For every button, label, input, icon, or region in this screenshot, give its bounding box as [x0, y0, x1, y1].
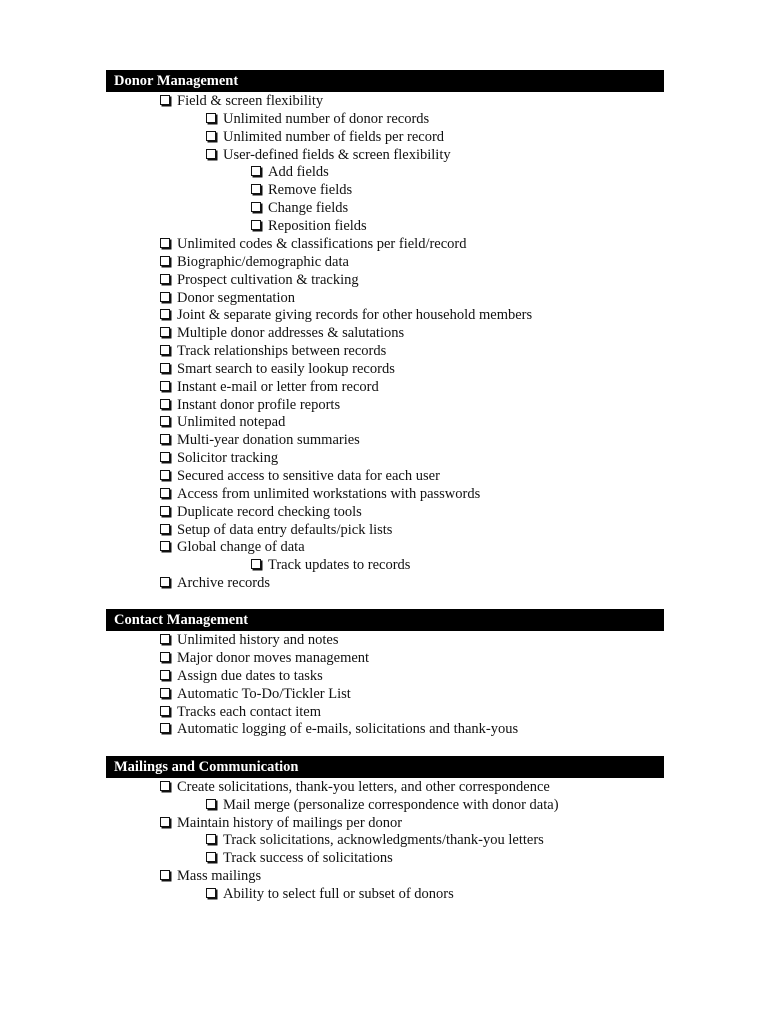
- checklist-item: Unlimited number of fields per record: [206, 128, 444, 146]
- checklist-item: Instant e-mail or letter from record: [160, 378, 379, 396]
- checkbox-icon: [160, 416, 170, 426]
- checklist-item: Remove fields: [251, 181, 352, 199]
- checkbox-icon: [160, 488, 170, 498]
- checklist-item: Tracks each contact item: [160, 703, 321, 721]
- checkbox-icon: [160, 634, 170, 644]
- checklist-item: User-defined fields & screen flexibility: [206, 146, 451, 164]
- checkbox-icon: [160, 688, 170, 698]
- checklist-item: Solicitor tracking: [160, 449, 278, 467]
- checkbox-icon: [160, 238, 170, 248]
- checklist-item: Access from unlimited workstations with passwords: [160, 485, 480, 503]
- checklist-item: Track success of solicitations: [206, 849, 393, 867]
- checkbox-icon: [251, 559, 261, 569]
- checkbox-icon: [160, 274, 170, 284]
- checklist-item: Mail merge (personalize correspondence with donor data): [206, 796, 559, 814]
- checkbox-icon: [160, 870, 170, 880]
- checklist-item: Automatic To-Do/Tickler List: [160, 685, 351, 703]
- checkbox-icon: [160, 327, 170, 337]
- checklist-item: Automatic logging of e-mails, solicitations and thank-yous: [160, 720, 518, 738]
- checklist-item: Maintain history of mailings per donor: [160, 814, 402, 832]
- checklist-item: Major donor moves management: [160, 649, 369, 667]
- checkbox-icon: [206, 131, 216, 141]
- checkbox-icon: [160, 470, 170, 480]
- checklist-item: Secured access to sensitive data for each user: [160, 467, 440, 485]
- checkbox-icon: [160, 363, 170, 373]
- checkbox-icon: [160, 706, 170, 716]
- checklist-item: Mass mailings: [160, 867, 261, 885]
- checkbox-icon: [160, 292, 170, 302]
- checkbox-icon: [160, 381, 170, 391]
- checkbox-icon: [206, 149, 216, 159]
- checklist-item: Biographic/demographic data: [160, 253, 349, 271]
- checkbox-icon: [206, 799, 216, 809]
- checkbox-icon: [160, 817, 170, 827]
- checklist-item: Unlimited history and notes: [160, 631, 339, 649]
- checklist-item: Unlimited number of donor records: [206, 110, 429, 128]
- checkbox-icon: [206, 113, 216, 123]
- checklist-item: Field & screen flexibility: [160, 92, 323, 110]
- checkbox-icon: [206, 834, 216, 844]
- checkbox-icon: [160, 723, 170, 733]
- checklist-item: Global change of data: [160, 538, 305, 556]
- checkbox-icon: [160, 345, 170, 355]
- checkbox-icon: [160, 670, 170, 680]
- section-header-mailings-communication: Mailings and Communication: [106, 756, 664, 778]
- checklist-item: Track updates to records: [251, 556, 410, 574]
- checklist-item: Unlimited codes & classifications per field/record: [160, 235, 467, 253]
- checkbox-icon: [251, 184, 261, 194]
- checklist-item: Create solicitations, thank-you letters, and other correspondence: [160, 778, 550, 796]
- checkbox-icon: [160, 506, 170, 516]
- checkbox-icon: [160, 309, 170, 319]
- checkbox-icon: [160, 781, 170, 791]
- checklist-item: Setup of data entry defaults/pick lists: [160, 521, 392, 539]
- checkbox-icon: [160, 652, 170, 662]
- checkbox-icon: [206, 852, 216, 862]
- checkbox-icon: [160, 256, 170, 266]
- checklist-item: Donor segmentation: [160, 289, 295, 307]
- checklist-item: Assign due dates to tasks: [160, 667, 323, 685]
- checklist-item: Prospect cultivation & tracking: [160, 271, 359, 289]
- checklist-item: Track relationships between records: [160, 342, 386, 360]
- checkbox-icon: [160, 577, 170, 587]
- checkbox-icon: [206, 888, 216, 898]
- checklist-item: Unlimited notepad: [160, 413, 285, 431]
- checklist-item: Track solicitations, acknowledgments/thank-you letters: [206, 831, 544, 849]
- checklist-item: Ability to select full or subset of donors: [206, 885, 454, 903]
- checklist-item: Add fields: [251, 163, 329, 181]
- checklist-item: Smart search to easily lookup records: [160, 360, 395, 378]
- checkbox-icon: [160, 95, 170, 105]
- checklist-item: Instant donor profile reports: [160, 396, 340, 414]
- checklist-item: Archive records: [160, 574, 270, 592]
- checklist-item: Joint & separate giving records for other household members: [160, 306, 532, 324]
- checkbox-icon: [160, 452, 170, 462]
- checklist-item: Reposition fields: [251, 217, 367, 235]
- checklist-item: Duplicate record checking tools: [160, 503, 362, 521]
- section-header-donor-management: Donor Management: [106, 70, 664, 92]
- checkbox-icon: [251, 220, 261, 230]
- checkbox-icon: [160, 541, 170, 551]
- checkbox-icon: [251, 166, 261, 176]
- checkbox-icon: [160, 399, 170, 409]
- checklist-item: Change fields: [251, 199, 348, 217]
- checklist-item: Multi-year donation summaries: [160, 431, 360, 449]
- checkbox-icon: [160, 434, 170, 444]
- checklist-item: Multiple donor addresses & salutations: [160, 324, 404, 342]
- checkbox-icon: [160, 524, 170, 534]
- section-header-contact-management: Contact Management: [106, 609, 664, 631]
- checkbox-icon: [251, 202, 261, 212]
